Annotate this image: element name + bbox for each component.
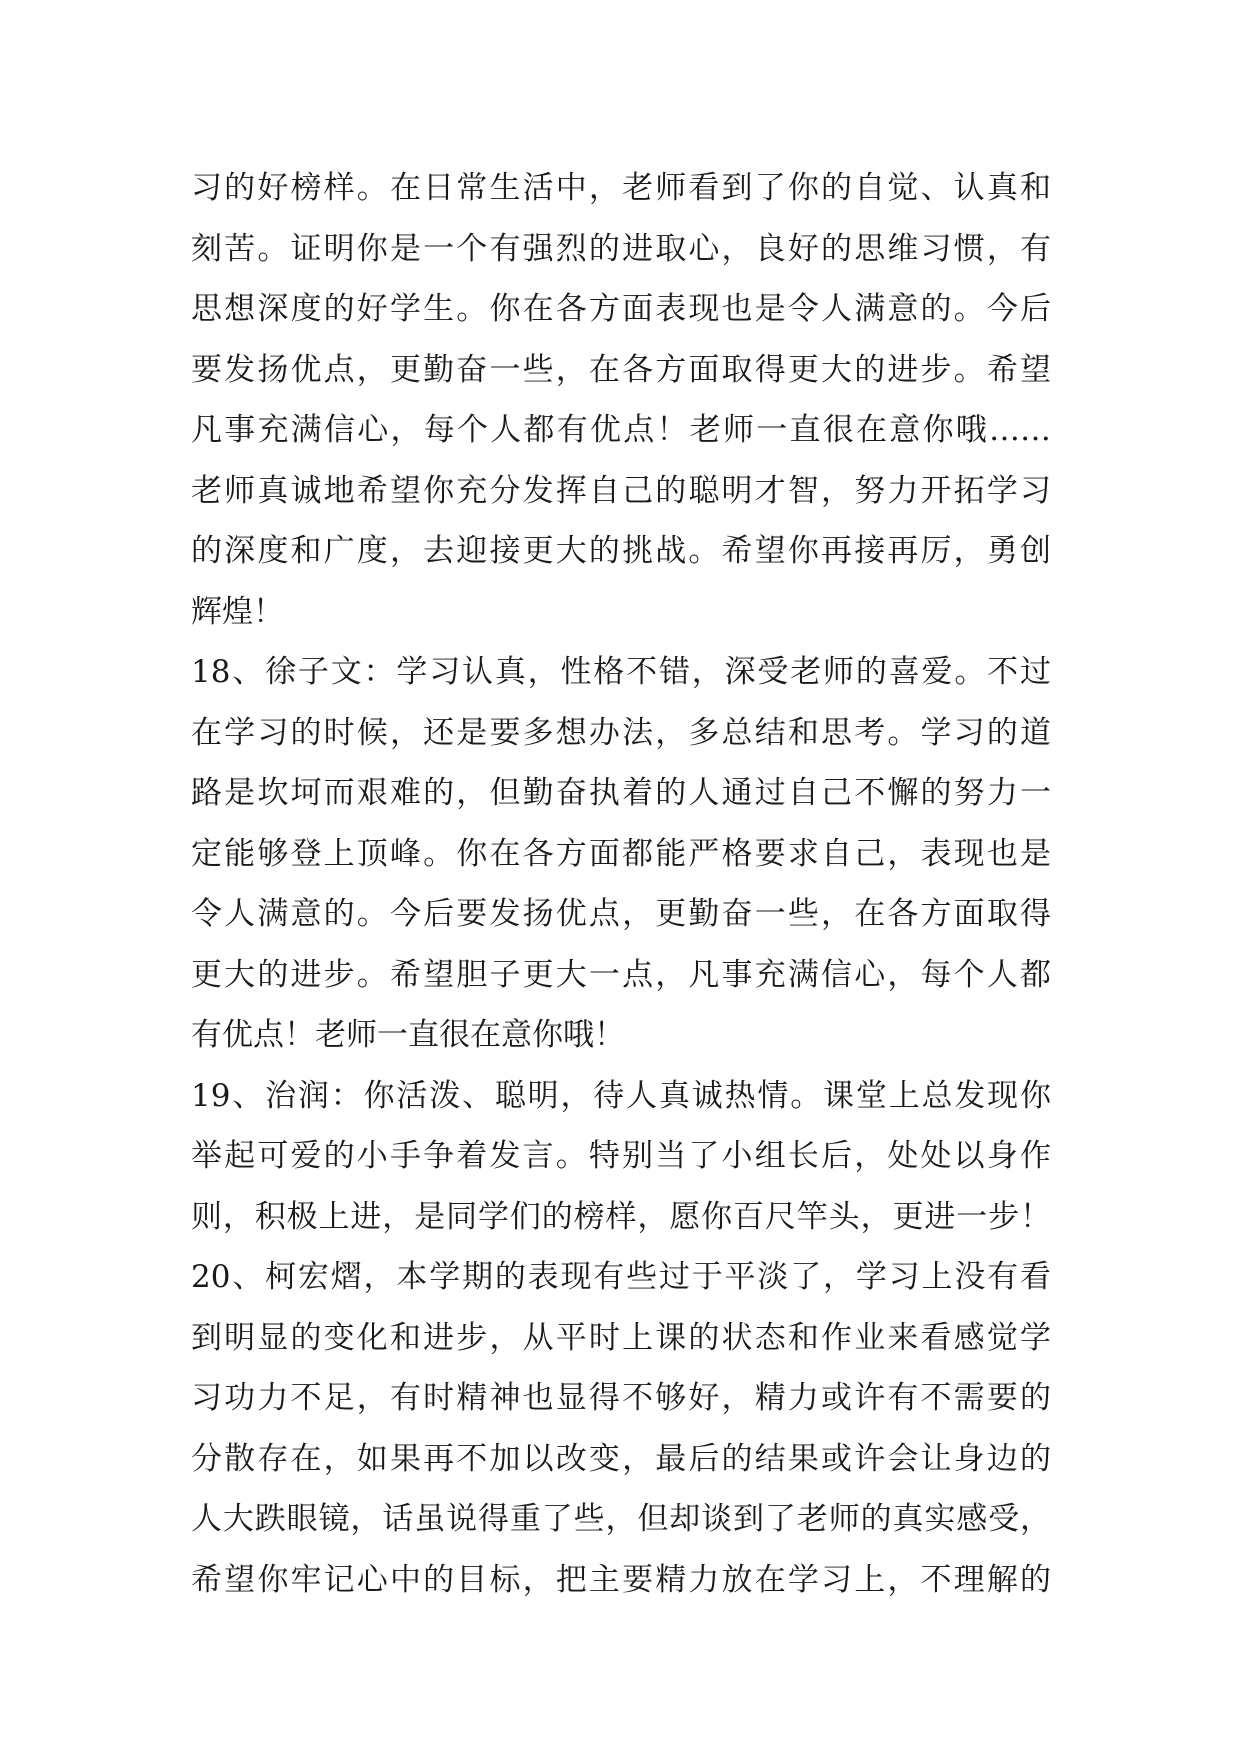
text-line: 分散存在，如果再不加以改变，最后的结果或许会让身边的 — [191, 1440, 1051, 1477]
text-line: 在学习的时候，还是要多想办法，多总结和思考。学习的道 — [191, 714, 1051, 751]
text-line: 更大的进步。希望胆子更大一点，凡事充满信心，每个人都 — [191, 956, 1051, 993]
text-line: 的深度和广度，去迎接更大的挑战。希望你再接再厉，勇创 — [191, 533, 1051, 569]
text-line: 令人满意的。今后要发扬优点，更勤奋一些，在各方面取得 — [191, 896, 1051, 932]
text-line: 习的好榜样。在日常生活中，老师看到了你的自觉、认真和 — [191, 170, 1051, 206]
text-line: 希望你牢记心中的目标，把主要精力放在学习上，不理解的 — [191, 1561, 1051, 1598]
text-line: 19、治润：你活泼、聪明，待人真诚热情。课堂上总发现你 — [191, 1077, 1051, 1114]
text-line: 18、徐子文：学习认真，性格不错，深受老师的喜爱。不过 — [191, 654, 1051, 690]
text-line: 则，积极上进，是同学们的榜样，愿你百尺竿头，更进一步！ — [191, 1198, 1051, 1235]
text-line: 思想深度的好学生。你在各方面表现也是令人满意的。今后 — [191, 291, 1051, 327]
text-line: 有优点！老师一直很在意你哦！ — [191, 1017, 625, 1053]
text-line: 刻苦。证明你是一个有强烈的进取心，良好的思维习惯，有 — [191, 230, 1051, 267]
text-line: 习功力不足，有时精神也显得不够好，精力或许有不需要的 — [191, 1380, 1051, 1416]
text-line: 到明显的变化和进步，从平时上课的状态和作业来看感觉学 — [191, 1319, 1051, 1356]
text-line: 人大跌眼镜，话虽说得重了些，但却谈到了老师的真实感受， — [191, 1501, 1051, 1537]
text-line: 辉煌！ — [191, 593, 284, 630]
text-line: 路是坎坷而艰难的，但勤奋执着的人通过自己不懈的努力一 — [191, 775, 1051, 811]
text-line: 20、柯宏熠，本学期的表现有些过于平淡了，学习上没有看 — [191, 1259, 1051, 1295]
text-line: 老师真诚地希望你充分发挥自己的聪明才智，努力开拓学习 — [191, 472, 1051, 509]
text-line: 要发扬优点，更勤奋一些，在各方面取得更大的进步。希望 — [191, 351, 1051, 388]
text-line: 凡事充满信心，每个人都有优点！老师一直很在意你哦…… — [191, 412, 1051, 448]
text-line: 举起可爱的小手争着发言。特别当了小组长后，处处以身作 — [191, 1138, 1051, 1174]
text-line: 定能够登上顶峰。你在各方面都能严格要求自己，表现也是 — [191, 835, 1051, 872]
document-body — [191, 158, 1051, 1610]
